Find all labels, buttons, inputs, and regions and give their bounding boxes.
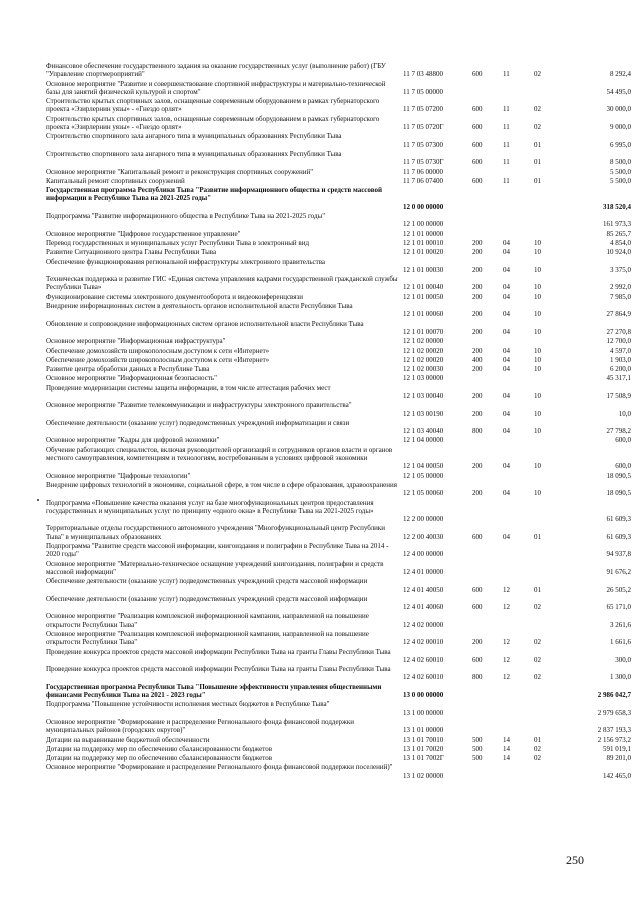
row-amount: 65 171,0 (606, 603, 631, 612)
row-name: Строительство крытых спортивных залов, оснащенные современным оборудованием в рамках губернаторского проекта «Эзирлернин уязы» - «Гнездо орлят» (46, 114, 380, 132)
row-name: Государственная программа Республики Тыва "Развитие информационного общества и средств массовой информации в Республике Тыва на 2021-2025 годы" (46, 186, 382, 203)
row-target-code: 12 1 01 00070 (403, 327, 444, 336)
row-expense-type: 600 (472, 655, 483, 664)
row-section: 04 (503, 391, 510, 400)
row-section: 04 (503, 462, 510, 471)
row-section: 11 (503, 70, 510, 79)
row-name: Основное мероприятие "Капитальный ремонт и реконструкция спортивных сооружений" (46, 167, 314, 176)
row-amount: 7 985,0 (610, 292, 631, 301)
table-row (0, 293, 639, 302)
row-target-code: 12 1 04 00000 (403, 436, 444, 445)
row-name: Основное мероприятие "Цифровые технологии" (46, 471, 191, 480)
row-amount: 6 995,0 (610, 140, 631, 149)
row-name: Подпрограмма "Развитие информационного общества в Республике Тыва на 2021-2025 годы" (46, 212, 326, 221)
row-target-code: 11 7 05 00000 (403, 87, 443, 96)
row-amount: 61 609,3 (606, 515, 631, 524)
row-expense-type: 600 (472, 105, 483, 114)
table-row (0, 132, 639, 150)
row-expense-type: 800 (472, 673, 483, 682)
row-target-code: 12 2 00 00000 (403, 515, 444, 524)
row-subsection: 10 (534, 292, 541, 301)
row-target-code: 12 4 01 40050 (403, 585, 444, 594)
table-row (0, 446, 639, 472)
row-subsection: 02 (534, 673, 541, 682)
row-section: 04 (503, 346, 510, 355)
row-target-code: 12 1 01 00030 (403, 265, 444, 274)
row-amount: 3 375,0 (610, 265, 631, 274)
table-row (0, 80, 639, 98)
row-subsection: 10 (534, 489, 541, 498)
row-amount: 4 854,0 (610, 238, 631, 247)
table-row (0, 595, 639, 613)
row-subsection: 10 (534, 365, 541, 374)
row-expense-type: 500 (472, 754, 483, 763)
table-row (0, 186, 639, 212)
row-amount: 2 837 193,3 (597, 726, 631, 735)
row-target-code: 12 1 02 00000 (403, 337, 444, 346)
row-target-code: 11 7 06 07400 (403, 176, 443, 185)
row-name: Перевод государственных и муниципальных услуг Республики Тыва в электронный вид (46, 238, 310, 247)
row-amount: 2 979 658,3 (597, 708, 631, 717)
row-name: Обеспечение функционирования региональной инфраструктуры электронного правительства (46, 257, 326, 266)
row-amount: 8 292,4 (610, 70, 631, 79)
row-expense-type: 200 (472, 409, 483, 418)
row-target-code: 12 4 02 00000 (403, 620, 444, 629)
row-section: 04 (503, 238, 510, 247)
row-target-code: 12 1 02 00020 (403, 346, 444, 355)
row-section: 14 (503, 754, 510, 763)
row-expense-type: 800 (472, 427, 483, 436)
row-subsection: 10 (534, 265, 541, 274)
row-expense-type: 200 (472, 365, 483, 374)
row-section: 14 (503, 744, 510, 753)
row-name: Функционирование системы электронного документооборота и видеоконференцсвязи (46, 292, 304, 301)
row-expense-type: 600 (472, 532, 483, 541)
row-expense-type: 200 (472, 391, 483, 400)
row-amount: 27 798,2 (606, 427, 631, 436)
row-name: Обеспечение домохозяйств широкополосным доступом к сети «Интернет» (46, 355, 270, 364)
budget-table (0, 62, 639, 781)
table-row (0, 150, 639, 168)
row-amount: 318 520,4 (603, 202, 631, 211)
row-expense-type: 600 (472, 585, 483, 594)
row-amount: 27 864,9 (606, 310, 631, 319)
row-target-code: 13 1 01 7002Г (403, 754, 444, 763)
row-subsection: 01 (534, 735, 541, 744)
row-name: Проведение модернизации системы защиты информации, в том числе аттестация рабочих мест (46, 383, 331, 392)
row-amount: 161 973,3 (603, 220, 631, 229)
row-section: 04 (503, 532, 510, 541)
row-amount: 4 597,0 (610, 346, 631, 355)
table-row (0, 481, 639, 499)
row-expense-type: 200 (472, 489, 483, 498)
row-target-code: 13 1 00 00000 (403, 708, 444, 717)
row-expense-type: 200 (472, 346, 483, 355)
row-target-code: 11 7 03 48800 (403, 70, 443, 79)
row-subsection: 10 (534, 283, 541, 292)
row-subsection: 01 (534, 585, 541, 594)
row-section: 04 (503, 355, 510, 364)
row-section: 04 (503, 292, 510, 301)
table-row (0, 630, 639, 648)
row-name: Основное мероприятие "Материально-техническое оснащение учреждений книгоиздания, полиграфии и средств массовой информации" (46, 559, 384, 576)
row-name: Основное мероприятие "Цифровое государственное управление" (46, 229, 241, 238)
row-amount: 8 500,0 (610, 158, 631, 167)
table-row (0, 275, 639, 293)
table-row (0, 560, 639, 578)
table-row (0, 168, 639, 177)
row-target-code: 12 1 03 40040 (403, 427, 444, 436)
row-subsection: 10 (534, 238, 541, 247)
row-section: 04 (503, 409, 510, 418)
row-name: Основное мероприятие "Формирование и распределение Регионального фонда финансовой поддержки муниципальных районов (городских округов)" (46, 717, 355, 735)
row-expense-type: 200 (472, 283, 483, 292)
row-amount: 12 700,0 (606, 337, 631, 346)
row-section: 11 (503, 123, 510, 132)
row-name: Основное мероприятие "Развитие телекоммуникации и инфраструктуры электронного правительства" (46, 401, 352, 410)
row-name: Основное мероприятие "Информационная инфраструктура" (46, 337, 226, 346)
row-amount: 5 500,0 (610, 167, 631, 176)
row-name: Строительство спортивного зала ангарного типа в муниципальных образованиях Республики Тыва (46, 149, 342, 158)
table-row (0, 665, 639, 683)
row-target-code: 12 1 01 00040 (403, 283, 444, 292)
row-target-code: 13 1 01 70020 (403, 744, 444, 753)
row-section: 11 (503, 176, 510, 185)
row-subsection: 10 (534, 346, 541, 355)
row-amount: 2 986 042,7 (597, 691, 631, 700)
row-section: 04 (503, 265, 510, 274)
row-subsection: 10 (534, 462, 541, 471)
row-amount: 9 000,0 (610, 123, 631, 132)
row-name: Обучение работающих специалистов, включая руководителей организаций и сотрудников органов власти и органов местного самоуправления, компетенциям и технологиям, востребованным в условиях цифровой экономики (46, 445, 393, 463)
row-subsection: 01 (534, 176, 541, 185)
row-subsection: 02 (534, 70, 541, 79)
row-section: 11 (503, 105, 510, 114)
table-row (0, 736, 639, 745)
row-expense-type: 200 (472, 462, 483, 471)
table-row (0, 718, 639, 736)
row-target-code: 12 1 02 00020 (403, 355, 444, 364)
row-name: Основное мероприятие "Информационная безопасность" (46, 374, 217, 383)
row-subsection: 02 (534, 603, 541, 612)
table-row (0, 419, 639, 437)
row-section: 12 (503, 673, 510, 682)
row-amount: 1 300,0 (610, 673, 631, 682)
table-row (0, 542, 639, 560)
row-name: Обеспечение деятельности (оказание услуг) подведомственных учреждений средств массовой информации (46, 577, 368, 586)
row-amount: 10,0 (618, 409, 631, 418)
row-target-code: 12 4 01 40060 (403, 603, 444, 612)
table-row (0, 258, 639, 276)
row-target-code: 12 1 00 00000 (403, 220, 444, 229)
row-amount: 600,0 (615, 436, 631, 445)
table-row (0, 97, 639, 115)
row-section: 12 (503, 603, 510, 612)
row-target-code: 12 4 02 60010 (403, 655, 444, 664)
row-amount: 3 261,6 (610, 620, 631, 629)
row-target-code: 11 7 05 0730Г (403, 158, 444, 167)
row-amount: 5 500,0 (610, 176, 631, 185)
row-target-code: 13 0 00 00000 (403, 691, 444, 700)
row-name: Подпрограмма "Развитие средств массовой информации, книгоиздания и полиграфии в Республике Тыва на 2014 - 2020 годы" (46, 542, 389, 559)
row-amount: 18 090,5 (606, 489, 631, 498)
row-name: Основное мероприятие "Кадры для цифровой экономики" (46, 436, 220, 445)
table-row (0, 754, 639, 763)
page-number: 250 (566, 853, 584, 867)
row-section: 12 (503, 655, 510, 664)
row-target-code: 12 1 03 00190 (403, 409, 444, 418)
row-section: 14 (503, 735, 510, 744)
row-amount: 94 937,8 (606, 550, 631, 559)
row-name: Обеспечение домохозяйств широкополосным доступом к сети «Интернет» (46, 346, 270, 355)
row-name: Дотации на выравнивание бюджетной обеспеченности (46, 735, 210, 744)
row-target-code: 13 1 01 70010 (403, 735, 444, 744)
row-amount: 26 505,2 (606, 585, 631, 594)
row-amount: 45 317,1 (606, 374, 631, 383)
table-row (0, 700, 639, 718)
scan-speck (37, 499, 39, 501)
table-row (0, 577, 639, 595)
table-row (0, 347, 639, 356)
row-amount: 85 265,7 (606, 229, 631, 238)
row-target-code: 12 4 02 00010 (403, 638, 444, 647)
row-name: Обеспечение деятельности (оказание услуг) подведомственных учреждений информатизации и связи (46, 418, 350, 427)
table-row (0, 320, 639, 338)
row-target-code: 12 1 01 00010 (403, 238, 444, 247)
row-subsection: 10 (534, 310, 541, 319)
row-target-code: 12 4 02 60010 (403, 673, 444, 682)
row-section: 04 (503, 489, 510, 498)
row-name: Строительство спортивного зала ангарного типа в муниципальных образованиях Республики Тыва (46, 132, 342, 141)
row-expense-type: 600 (472, 123, 483, 132)
row-amount: 89 201,0 (606, 754, 631, 763)
row-section: 04 (503, 283, 510, 292)
row-amount: 1 661,6 (610, 638, 631, 647)
row-name: Капитальный ремонт спортивных сооружений (46, 176, 185, 185)
row-amount: 10 924,0 (606, 248, 631, 257)
row-name: Основное мероприятие "Реализация комплексной информационной кампании, направленной на повышение открытости Республики Тыва" (46, 612, 369, 629)
row-target-code: 11 7 06 00000 (403, 167, 443, 176)
table-row (0, 436, 639, 445)
table-row (0, 365, 639, 374)
row-amount: 6 200,0 (610, 365, 631, 374)
table-row (0, 384, 639, 402)
row-expense-type: 600 (472, 70, 483, 79)
row-name: Территориальные отделы государственного автономного учреждения "Многофункциональный центр Республики Тыва" в муниципальных образованиях (46, 524, 386, 541)
row-target-code: 12 1 05 00060 (403, 489, 444, 498)
table-row (0, 499, 639, 525)
table-row (0, 356, 639, 365)
row-subsection: 01 (534, 158, 541, 167)
row-subsection: 01 (534, 532, 541, 541)
row-target-code: 12 1 01 00060 (403, 310, 444, 319)
table-row (0, 763, 639, 781)
row-amount: 30 000,0 (606, 105, 631, 114)
row-expense-type: 200 (472, 638, 483, 647)
row-expense-type: 600 (472, 176, 483, 185)
row-target-code: 12 1 04 00050 (403, 462, 444, 471)
row-amount: 54 495,0 (606, 87, 631, 96)
row-expense-type: 600 (472, 158, 483, 167)
row-target-code: 12 1 03 00040 (403, 391, 444, 400)
row-expense-type: 200 (472, 238, 483, 247)
row-target-code: 12 4 00 00000 (403, 550, 444, 559)
row-name: Подпрограмма "Повышение устойчивости исполнения местных бюджетов в Республике Тыва" (46, 700, 330, 709)
row-expense-type: 200 (472, 292, 483, 301)
row-target-code: 12 1 05 00000 (403, 471, 444, 480)
row-subsection: 02 (534, 754, 541, 763)
row-amount: 591 019,1 (603, 744, 631, 753)
row-subsection: 02 (534, 638, 541, 647)
table-row (0, 230, 639, 239)
row-expense-type: 600 (472, 603, 483, 612)
row-amount: 2 156 973,2 (597, 735, 631, 744)
row-section: 11 (503, 158, 510, 167)
table-row (0, 648, 639, 666)
row-subsection: 02 (534, 655, 541, 664)
row-subsection: 10 (534, 427, 541, 436)
row-amount: 600,0 (615, 462, 631, 471)
row-name: Проведение конкурса проектов средств массовой информации Республики Тыва на гранты Главы Республики Тыва (46, 665, 391, 674)
row-section: 12 (503, 585, 510, 594)
table-row (0, 374, 639, 383)
table-row (0, 683, 639, 701)
row-name: Дотации на поддержку мер по обеспечению сбалансированности бюджетов (46, 754, 272, 763)
row-name: Внедрение информационных систем в деятельность органов исполнительной власти Республики Тыва (46, 302, 353, 311)
row-name: Дотации на поддержку мер по обеспечению сбалансированности бюджетов (46, 744, 272, 753)
row-amount: 142 465,0 (603, 771, 631, 780)
row-amount: 61 609,3 (606, 532, 631, 541)
table-row (0, 62, 639, 80)
table-row (0, 115, 639, 133)
row-name: Развитие центра обработки данных в Республике Тыва (46, 365, 210, 374)
row-section: 04 (503, 427, 510, 436)
row-target-code: 12 1 01 00000 (403, 229, 444, 238)
row-subsection: 10 (534, 409, 541, 418)
row-subsection: 02 (534, 105, 541, 114)
row-name: Проведение конкурса проектов средств массовой информации Республики Тыва на гранты Главы Республики Тыва (46, 647, 391, 656)
row-subsection: 02 (534, 123, 541, 132)
row-name: Техническая поддержка и развитие ГИС «Единая система управления кадрами государственной гражданской службы Республики Тыва» (46, 275, 398, 292)
row-amount: 2 992,0 (610, 283, 631, 292)
row-name: Строительство крытых спортивных залов, оснащенные современным оборудованием в рамках губернаторского проекта «Эзирлернин уязы» - «Гнездо орлят» (46, 97, 380, 114)
row-target-code: 12 0 00 00000 (403, 202, 444, 211)
row-target-code: 12 2 00 40030 (403, 532, 444, 541)
table-row (0, 337, 639, 346)
row-name: Обновление и сопровождение информационных систем органов исполнительной власти Республики Тыва (46, 319, 364, 328)
row-amount: 18 090,5 (606, 471, 631, 480)
row-expense-type: 600 (472, 140, 483, 149)
row-name: Обеспечение деятельности (оказание услуг) подведомственных учреждений средств массовой информации (46, 594, 368, 603)
row-expense-type: 200 (472, 265, 483, 274)
row-amount: 300,0 (615, 655, 631, 664)
row-target-code: 11 7 05 0720Г (403, 123, 444, 132)
row-target-code: 13 1 01 00000 (403, 726, 444, 735)
row-expense-type: 200 (472, 327, 483, 336)
row-subsection: 10 (534, 327, 541, 336)
row-name: Развитие Ситуационного центра Главы Республики Тыва (46, 248, 217, 257)
row-target-code: 12 1 03 00000 (403, 374, 444, 383)
table-row (0, 302, 639, 320)
row-name: Основное мероприятие "Развитие и совершенствование спортивной инфраструктуры и материально-технической базы для занятий физической культурой и спортом" (46, 79, 386, 96)
row-subsection: 10 (534, 355, 541, 364)
table-row (0, 212, 639, 230)
table-row (0, 401, 639, 419)
row-section: 11 (503, 140, 510, 149)
table-row (0, 248, 639, 257)
row-expense-type: 500 (472, 744, 483, 753)
table-row (0, 745, 639, 754)
table-row (0, 524, 639, 542)
row-name: Внедрение цифровых технологий в экономике, социальной сфере, в том числе в сфере образования, здравоохранения (46, 480, 397, 489)
row-expense-type: 400 (472, 355, 483, 364)
row-name: Основное мероприятие "Реализация комплексной информационной кампании, направленной на повышение открытости Республики Тыва" (46, 630, 369, 647)
table-row (0, 612, 639, 630)
row-target-code: 11 7 05 07300 (403, 140, 443, 149)
row-subsection: 02 (534, 744, 541, 753)
row-subsection: 10 (534, 391, 541, 400)
row-expense-type: 200 (472, 248, 483, 257)
row-target-code: 12 4 01 00000 (403, 567, 444, 576)
row-name: Подпрограмма «Повышение качества оказания услуг на базе многофункциональных центров предоставления государственных и муниципальных услуг по принципу «одного окна» в Республике Тыва на 2021-2025 годы» (46, 498, 374, 515)
row-target-code: 13 1 02 00000 (403, 771, 444, 780)
row-name: Государственная программа Республики Тыва "Повышение эффективности управления общественными финансами Республики Тыва на 2021 - 2023 годы" (46, 682, 382, 700)
row-amount: 1 903,0 (610, 355, 631, 364)
row-section: 04 (503, 310, 510, 319)
row-amount: 27 270,8 (606, 327, 631, 336)
row-target-code: 12 1 01 00050 (403, 292, 444, 301)
row-section: 12 (503, 638, 510, 647)
row-section: 04 (503, 365, 510, 374)
row-section: 04 (503, 327, 510, 336)
row-expense-type: 500 (472, 735, 483, 744)
row-subsection: 01 (534, 140, 541, 149)
table-row (0, 472, 639, 481)
row-target-code: 12 1 02 00030 (403, 365, 444, 374)
row-amount: 17 508,9 (606, 391, 631, 400)
row-name: Основное мероприятие "Формирование и распределение Регионального фонда финансовой поддержки поселений)" (46, 763, 393, 772)
row-subsection: 10 (534, 248, 541, 257)
row-target-code: 11 7 05 07200 (403, 105, 443, 114)
table-row (0, 177, 639, 186)
row-name: Финансовое обеспечение государственного задания на оказание государственных услуг (выполнение работ) (ГБУ "Управление спортмероприятий" (46, 62, 386, 79)
row-amount: 91 676,2 (606, 567, 631, 576)
row-section: 04 (503, 248, 510, 257)
row-target-code: 12 1 01 00020 (403, 248, 444, 257)
row-expense-type: 200 (472, 310, 483, 319)
table-row (0, 239, 639, 248)
